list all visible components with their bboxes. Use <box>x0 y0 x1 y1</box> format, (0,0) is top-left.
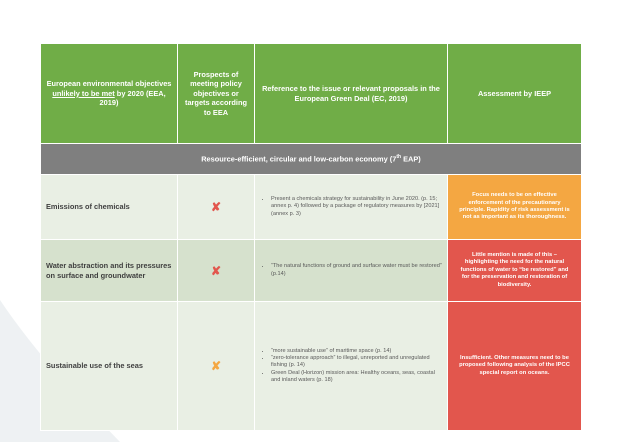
section-row <box>41 144 582 175</box>
header-objectives-pre: European environmental objectives <box>46 79 172 89</box>
header-objectives <box>41 44 178 144</box>
header-reference: Reference to the issue or relevant proposals in the European Green Deal (EC, 2019) <box>255 44 448 144</box>
row-label: Water abstraction and its pressures on surface and groundwater <box>41 240 178 302</box>
row-references <box>255 175 448 240</box>
header-assessment: Assessment by IEEP <box>448 44 582 144</box>
cross-mark-icon: ✘ <box>178 175 255 240</box>
reference-item: • “The natural functions of ground and surface water must be restored” (p.14) <box>271 263 442 277</box>
table-row <box>41 240 582 302</box>
assessment-table <box>40 43 582 431</box>
header-objectives-post: by 2020 (EEA, 2019) <box>99 88 166 108</box>
reference-item: • Present a chemicals strategy for sustainability in June 2020. (p. 15; annex p. 4) followed by a package of regulatory measures by [2021] (annex p. 3) <box>271 196 442 218</box>
cross-mark-icon: ✘ <box>178 240 255 302</box>
row-assessment: Little mention is made of this – highlighting the need for the natural functions of water to “be restored” and for the preservation and restoration of biodiversity. <box>448 240 582 302</box>
reference-item: • “more sustainable use” of maritime space (p. 14) <box>271 348 442 355</box>
section-title <box>41 144 582 175</box>
table-header-row <box>41 44 582 144</box>
row-label: Sustainable use of the seas <box>41 302 178 431</box>
row-references <box>255 240 448 302</box>
row-label: Emissions of chemicals <box>41 175 178 240</box>
table-row <box>41 175 582 240</box>
cross-mark-icon: ✘ <box>178 302 255 431</box>
row-assessment: Insufficient. Other measures need to be proposed following analysis of the IPCC special report on oceans. <box>448 302 582 431</box>
reference-item: • Green Deal (Horizon) mission area: Healthy oceans, seas, coastal and inland waters (p. 18) <box>271 370 442 384</box>
header-prospects: Prospects of meeting policy objectives or targets according to EEA <box>178 44 255 144</box>
row-assessment: Focus needs to be on effective enforcement of the precautionary principle. Rapidity of risk assessment is not as important as its thoroughness. <box>448 175 582 240</box>
section-title-text: Resource-efficient, circular and low-carbon economy (7 <box>201 154 397 164</box>
section-title-end: EAP) <box>401 154 421 164</box>
row-references <box>255 302 448 431</box>
header-objectives-underlined: unlikely to be met <box>52 88 115 98</box>
reference-item: • “zero-tolerance approach” to illegal, unreported and unregulated fishing (p. 14) <box>271 355 442 369</box>
table-row <box>41 302 582 431</box>
section-title-sup: th <box>396 154 402 161</box>
